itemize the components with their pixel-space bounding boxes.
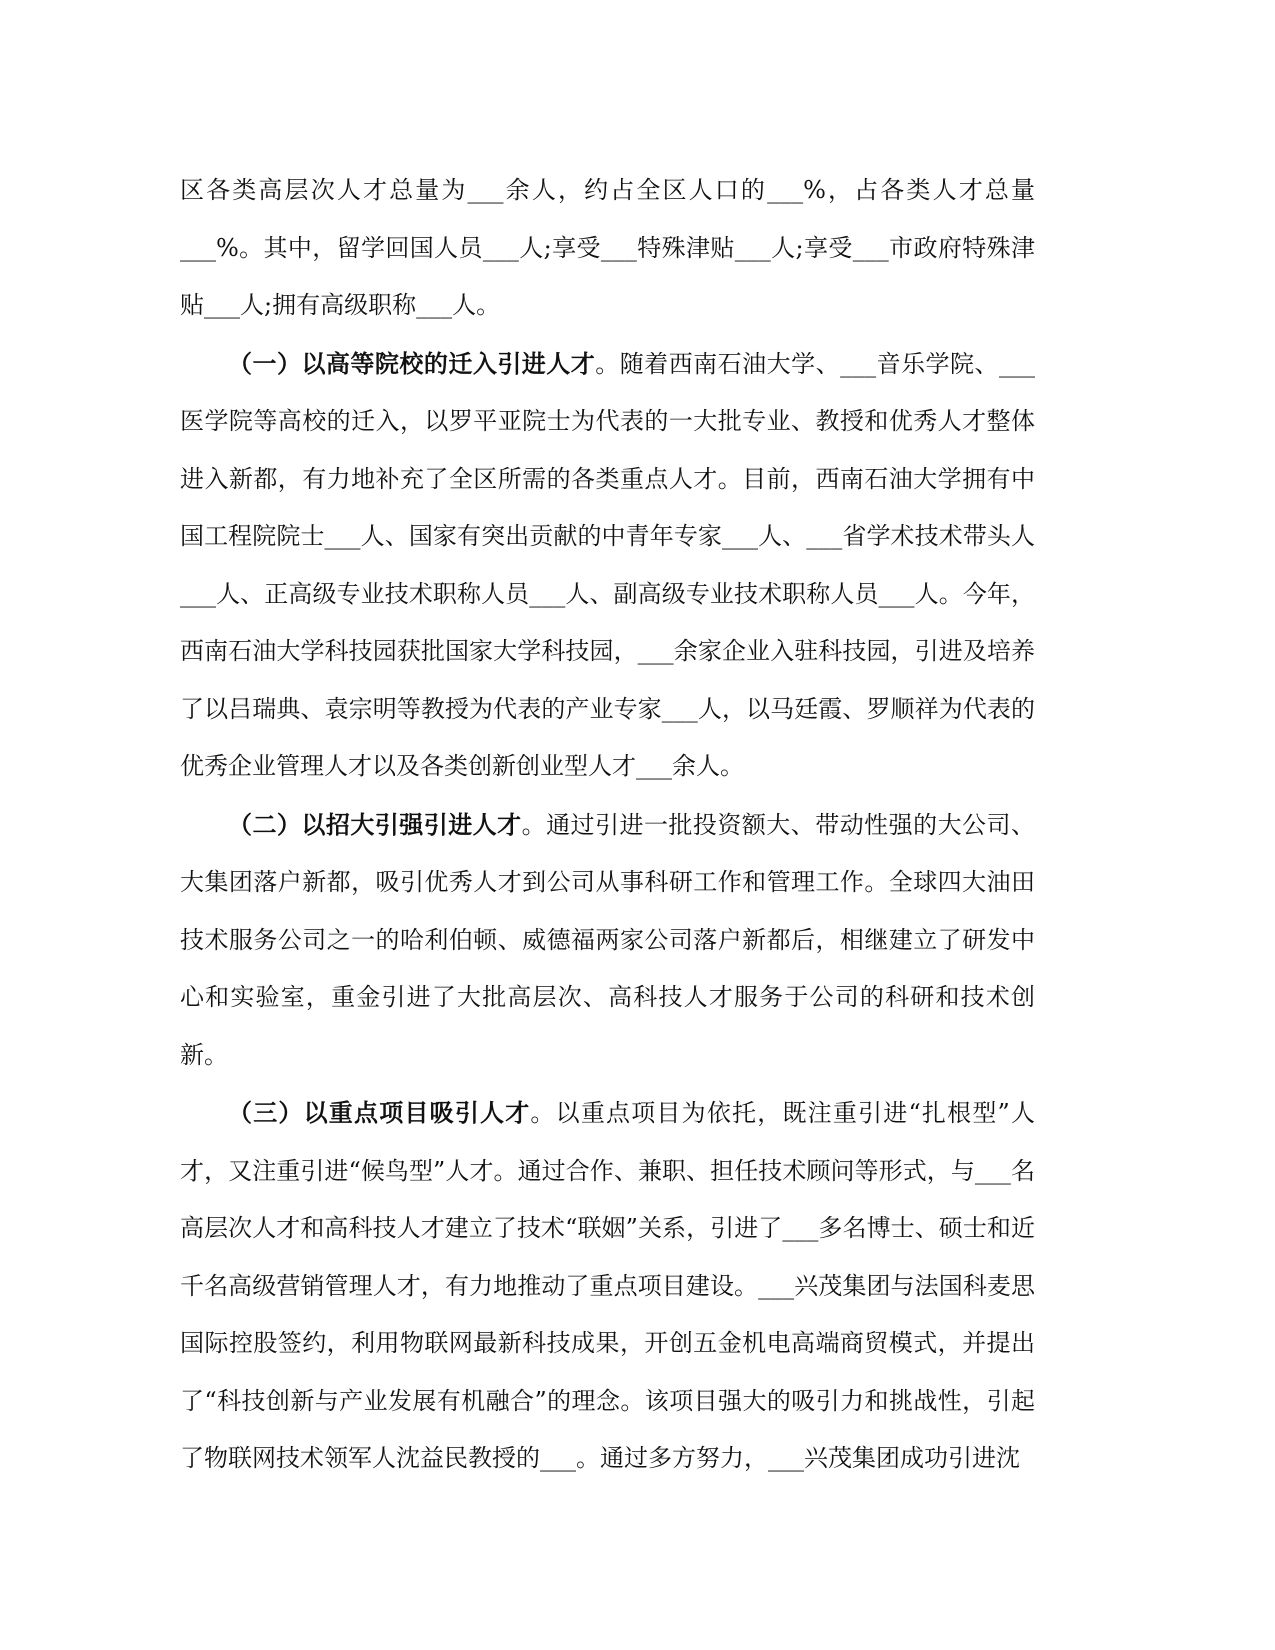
paragraph-talent-summary [180, 162, 1035, 335]
paragraph-heading: （三）以重点项目吸引人才 [228, 1098, 531, 1127]
paragraph-universities [180, 335, 1035, 796]
paragraph-text: 。以重点项目为依托，既注重引进“扎根型”人才，又注重引进“候鸟型”人才。通过合作、兼职、担任技术顾问等形式，与___名高层次人才和高科技人才建立了技术“联姻”关系，引进了___多名博士、硕士和近千名高级营销管理人才，有力地推动了重点项目建设。___兴茂集团与法国科麦思国际控股签约，利用物联网最新科技成果，开创五金机电高端商贸模式，并提出了“科技创新与产业发展有机融合”的理念。该项目强大的吸引力和挑战性，引起了物联网技术领军人沈益民教授的___。通过多方努力，___兴茂集团成功引进沈 [180, 1099, 1035, 1472]
paragraph-text: 区各类高层次人才总量为___余人，约占全区人口的___%，占各类人才总量___%。其中，留学回国人员___人;享受___特殊津贴___人;享受___市政府特殊津贴___人;拥有高级职称___人。 [180, 176, 1035, 319]
paragraph-heading: （二）以招大引强引进人才 [228, 809, 522, 839]
paragraph-text: 。通过引进一批投资额大、带动性强的大公司、大集团落户新都，吸引优秀人才到公司从事科研工作和管理工作。全球四大油田技术服务公司之一的哈利伯顿、威德福两家公司落户新都后，相继建立了研发中心和实验室，重金引进了大批高层次、高科技人才服务于公司的科研和技术创新。 [180, 810, 1035, 1069]
document-body [180, 162, 1035, 1488]
paragraph-key-projects [180, 1084, 1035, 1488]
paragraph-text: 。随着西南石油大学、___音乐学院、___医学院等高校的迁入，以罗平亚院士为代表的一大批专业、教授和优秀人才整体进入新都，有力地补充了全区所需的各类重点人才。目前，西南石油大学拥有中国工程院院士___人、国家有突出贡献的中青年专家___人、___省学术技术带头人___人、正高级专业技术职称人员___人、副高级专业技术职称人员___人。今年，西南石油大学科技园获批国家大学科技园，___余家企业入驻科技园，引进及培养了以吕瑞典、袁宗明等教授为代表的产业专家___人，以马廷霞、罗顺祥为代表的优秀企业管理人才以及各类创新创业型人才___余人。 [180, 349, 1036, 780]
paragraph-heading: （一）以高等院校的迁入引进人才 [228, 348, 596, 378]
paragraph-investment [180, 796, 1035, 1085]
